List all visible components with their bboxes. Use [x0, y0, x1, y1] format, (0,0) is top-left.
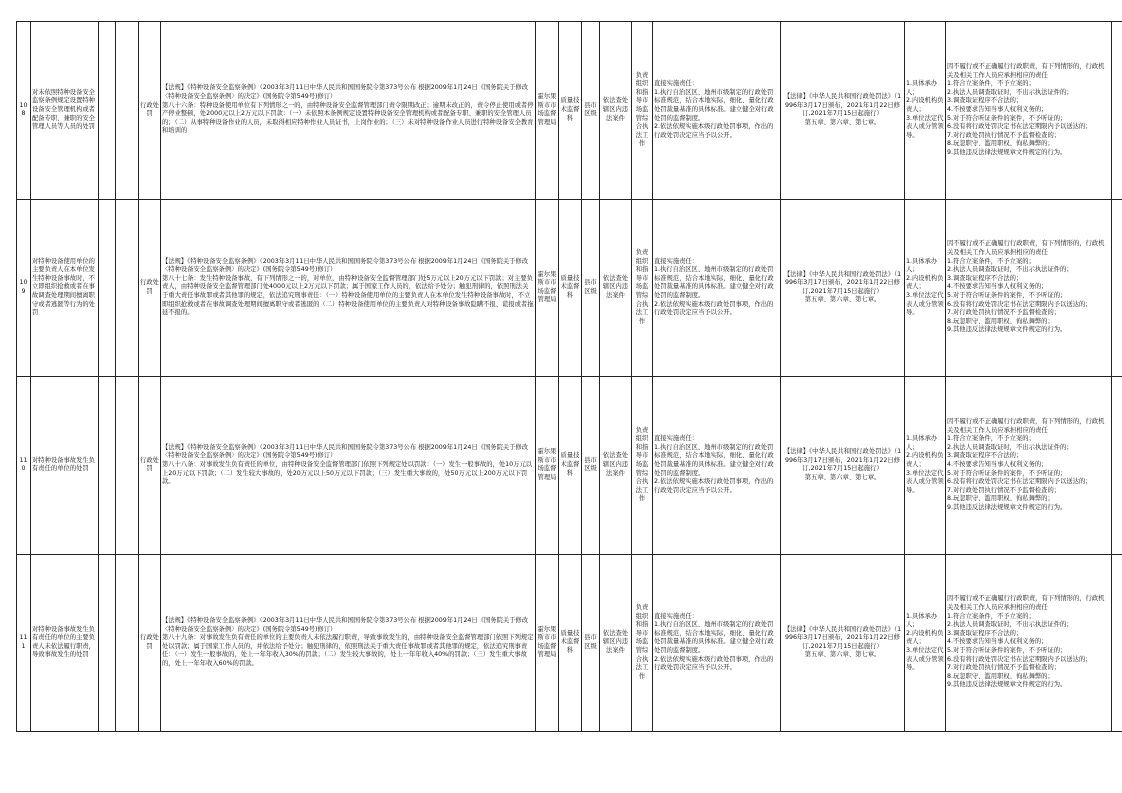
item-name: 对特种设备事故发生负有责任的单位的主要负责人未依法履行职责，导致事故发生的处罚: [31, 554, 99, 732]
accountability-law: 【法律】《中华人民共和国行政处罚法》（1996年3月17日颁布，2021年1月22日修订,2021年7月15日起施行） 第五章、第六章、第七章。: [781, 199, 905, 377]
admin-level: 县市区级: [582, 554, 600, 732]
legal-basis: 【法规】《特种设备安全监察条例》（2003年3月11日中华人民共和国国务院令第373号公布 根据2009年1月24日《国务院关于修改〈特种设备安全监察条例〉的决定》(国务院令第549号)修订） 第八十七条：发生特种设备事故，有下列情形之一的，对单位，由特种设备安全监督管理部门处5万元以上20万元以下罚款；对主要负责人，由特种设备安全监督管理部门处4000元以上2万元以下罚款；属于国家工作人员的，依法给予处分；触犯刑律的，依照刑法关于重大责任事故罪或者其他罪的规定，依法追究刑事责任：（一）特种设备使用单位的主要负责人在本单位发生特种设备事故时，不立即组织抢救或者在事故调查处理期间擅离职守或者逃匿的（二）特种设备使用单位的主要负责人对特种设备事故隐瞒不报、谎报或者拖延不报的。: [161, 199, 536, 377]
item-name: 对特种设备使用单位的主要负责人在本单位发生特种设备事故时，不立即组织抢救或者在事故调查处理期间擅离职守或者逃匿等行为的处罚: [31, 199, 99, 377]
joint-duty: 负责组织和指导市场监管综合执法工作: [632, 554, 653, 732]
fault-circumstances: 因不履行或不正确履行行政职责，有下列情形的，行政机关及相关工作人员应承担相应的责任 1.符合立案条件，不予立案的； 2.执法人员调查取证时，不出示执法证件的； 3.调查取证程序不合法的； 4.不按要求告知当事人权利义务的； 5.对于符合听证条件的案件，不予听证的； 6.没有将行政处罚决定书在法定期限内予以送达的； 7.对行政处罚执行情况不予监督检查的； 8.玩忽职守、滥用职权、徇私舞弊的； 9.其他违反法律法规规章文件规定的行为。: [946, 377, 1112, 555]
empty-cell: [116, 199, 139, 377]
empty-cell: [116, 22, 139, 200]
direct-duty: 直接实施责任： 1.执行自治区区、地州市级制定的行政处罚标准规范，结合本地实际，细化、量化行政处罚裁量基准的具体标准。建立健全对行政处罚的监督制度。 2.依法依规实施本级行政处罚事项，作出的行政处罚决定应当予以公开。: [653, 199, 781, 377]
admin-level: 县市区级: [582, 199, 600, 377]
empty-cell: [99, 554, 116, 732]
item-type: 行政处罚: [139, 22, 161, 200]
responsible-dept: 质量技术监督科: [559, 22, 582, 200]
responsible-subject: 1.具体承办人； 2.内设机构负责人； 3.单位法定代表人或分管领导。: [905, 377, 946, 555]
jurisdiction-scope: 依法查处辖区内违法案件: [600, 377, 632, 555]
table-row: [17, 554, 1122, 732]
direct-duty: 直接实施责任： 1.执行自治区区、地州市级制定的行政处罚标准规范，结合本地实际，细化、量化行政处罚裁量基准的具体标准。建立健全对行政处罚的监督制度。 2.依法依规实施本级行政处罚事项，作出的行政处罚决定应当予以公开。: [653, 377, 781, 555]
fault-circumstances: 因不履行或不正确履行行政职责，有下列情形的，行政机关及相关工作人员应承担相应的责任 1.符合立案条件，不予立案的； 2.执法人员调查取证时，不出示执法证件的； 3.调查取证程序不合法的； 4.不按要求告知当事人权利义务的； 5.对于符合听证条件的案件，不予听证的； 6.没有将行政处罚决定书在法定期限内予以送达的； 7.对行政处罚执行情况不予监督检查的； 8.玩忽职守、滥用职权、徇私舞弊的； 9.其他违反法律法规规章文件规定的行为。: [946, 199, 1112, 377]
implementing-org: 霍尔果斯市市场监督管理局: [536, 554, 559, 732]
implementing-org: 霍尔果斯市市场监督管理局: [536, 377, 559, 555]
item-name: 对特种设备事故发生负有责任的单位的处罚: [31, 377, 99, 555]
item-name: 对未依照特种设备安全监察条例规定设置特种设备安全管理机构或者配备专职、兼职的安全管理人员等人员的处罚: [31, 22, 99, 200]
row-number: 111: [17, 554, 31, 732]
empty-cell: [99, 22, 116, 200]
fault-circumstances: 因不履行或不正确履行行政职责，有下列情形的，行政机关及相关工作人员应承担相应的责任 1.符合立案条件，不予立案的； 2.执法人员调查取证时，不出示执法证件的； 3.调查取证程序不合法的； 4.不按要求告知当事人权利义务的； 5.对于符合听证条件的案件，不予听证的； 6.没有将行政处罚决定书在法定期限内予以送达的； 7.对行政处罚执行情况不予监督检查的； 8.玩忽职守、滥用职权、徇私舞弊的； 9.其他违反法律法规规章文件规定的行为。: [946, 554, 1112, 732]
responsible-dept: 质量技术监督科: [559, 554, 582, 732]
legal-basis: 【法规】《特种设备安全监察条例》（2003年3月11日中华人民共和国国务院令第373号公布 根据2009年1月24日《国务院关于修改〈特种设备安全监察条例〉的决定》(国务院令第549号)修订） 第八十八条：对事故发生负有责任的单位，由特种设备安全监督管理部门依照下列规定处以罚款：（一）发生一般事故的，处10万元以上20万元以下罚款；（二）发生较大事故的，处20万元以上50万元以下罚款；（三）发生重大事故的，处50万元以上200万元以下罚款。: [161, 377, 536, 555]
admin-level: 县市区级: [582, 377, 600, 555]
implementing-org: 霍尔果斯市市场监督管理局: [536, 22, 559, 200]
table-row: [17, 22, 1122, 200]
empty-cell: [1112, 554, 1122, 732]
direct-duty: 直接实施责任： 1.执行自治区区、地州市级制定的行政处罚标准规范，结合本地实际，细化、量化行政处罚裁量基准的具体标准。建立健全对行政处罚的监督制度。 2.依法依规实施本级行政处罚事项，作出的行政处罚决定应当予以公开。: [653, 554, 781, 732]
legal-basis: 【法规】《特种设备安全监察条例》（2003年3月11日中华人民共和国国务院令第373号公布 根据2009年1月24日《国务院关于修改〈特种设备安全监察条例〉的决定》(国务院令第549号)修订） 第八十九条：对事故发生负有责任的单位的主要负责人未依法履行职责，导致事故发生的，由特种设备安全监督管理部门依照下列规定处以罚款；属于国家工作人员的，并依法给予处分；触犯刑律的，依照刑法关于重大责任事故罪或者其他罪的规定，依法追究刑事责任：（一）发生一般事故的，处上一年年收入30%的罚款；（二）发生较大事故的，处上一年年收入40%的罚款；（三）发生重大事故的，处上一年年收入60%的罚款。: [161, 554, 536, 732]
penalty-table: [16, 21, 1122, 732]
empty-cell: [116, 554, 139, 732]
empty-cell: [116, 377, 139, 555]
jurisdiction-scope: 依法查处辖区内违法案件: [600, 199, 632, 377]
empty-cell: [1112, 199, 1122, 377]
row-number: 108: [17, 22, 31, 200]
table-row: [17, 377, 1122, 555]
responsible-dept: 质量技术监督科: [559, 377, 582, 555]
joint-duty: 负责组织和指导市场监管综合执法工作: [632, 199, 653, 377]
row-number: 109: [17, 199, 31, 377]
item-type: 行政处罚: [139, 377, 161, 555]
accountability-law: 【法律】《中华人民共和国行政处罚法》（1996年3月17日颁布，2021年1月22日修订,2021年7月15日起施行） 第五章、第六章、第七章。: [781, 377, 905, 555]
empty-cell: [99, 377, 116, 555]
responsible-subject: 1.具体承办人； 2.内设机构负责人； 3.单位法定代表人或分管领导。: [905, 554, 946, 732]
row-number: 110: [17, 377, 31, 555]
implementing-org: 霍尔果斯市市场监督管理局: [536, 199, 559, 377]
responsible-subject: 1.具体承办人； 2.内设机构负责人； 3.单位法定代表人或分管领导。: [905, 22, 946, 200]
direct-duty: 直接实施责任： 1.执行自治区区、地州市级制定的行政处罚标准规范，结合本地实际，细化、量化行政处罚裁量基准的具体标准。建立健全对行政处罚的监督制度。 2.依法依规实施本级行政处罚事项，作出的行政处罚决定应当予以公开。: [653, 22, 781, 200]
responsible-subject: 1.具体承办人； 2.内设机构负责人； 3.单位法定代表人或分管领导。: [905, 199, 946, 377]
legal-basis: 【法规】《特种设备安全监察条例》（2003年3月11日中华人民共和国国务院令第373号公布 根据2009年1月24日《国务院关于修改〈特种设备安全监察条例〉的决定》(国务院令第549号)修订） 第八十六条：特种设备使用单位有下列情形之一的，由特种设备安全监督管理部门责令限期改正；逾期未改正的，责令停止使用或者停产停业整顿，处2000元以上2万元以下罚款：（一）未依照本条例规定设置特种设备安全管理机构或者配备专职、兼职的安全管理人员的；（二）从事特种设备作业的人员，未取得相应特种作业人员证书，上岗作业的；（三）未对特种设备作业人员进行特种设备安全教育和培训的: [161, 22, 536, 200]
jurisdiction-scope: 依法查处辖区内违法案件: [600, 22, 632, 200]
empty-cell: [99, 199, 116, 377]
item-type: 行政处罚: [139, 199, 161, 377]
empty-cell: [1112, 377, 1122, 555]
joint-duty: 负责组织和指导市场监管综合执法工作: [632, 377, 653, 555]
responsible-dept: 质量技术监督科: [559, 199, 582, 377]
empty-cell: [1112, 22, 1122, 200]
accountability-law: 【法律】《中华人民共和国行政处罚法》（1996年3月17日颁布，2021年1月22日修订,2021年7月15日起施行） 第五章、第六章、第七章。: [781, 554, 905, 732]
fault-circumstances: 因不履行或不正确履行行政职责，有下列情形的，行政机关及相关工作人员应承担相应的责任 1.符合立案条件，不予立案的； 2.执法人员调查取证时，不出示执法证件的； 3.调查取证程序不合法的； 4.不按要求告知当事人权利义务的； 5.对于符合听证条件的案件，不予听证的； 6.没有将行政处罚决定书在法定期限内予以送达的； 7.对行政处罚执行情况不予监督检查的； 8.玩忽职守、滥用职权、徇私舞弊的； 9.其他违反法律法规规章文件规定的行为。: [946, 22, 1112, 200]
item-type: 行政处罚: [139, 554, 161, 732]
table-row: [17, 199, 1122, 377]
jurisdiction-scope: 依法查处辖区内违法案件: [600, 554, 632, 732]
accountability-law: 【法律】《中华人民共和国行政处罚法》（1996年3月17日颁布，2021年1月22日修订,2021年7月15日起施行） 第五章、第六章、第七章。: [781, 22, 905, 200]
joint-duty: 负责组织和指导市场监管综合执法工作: [632, 22, 653, 200]
admin-level: 县市区级: [582, 22, 600, 200]
